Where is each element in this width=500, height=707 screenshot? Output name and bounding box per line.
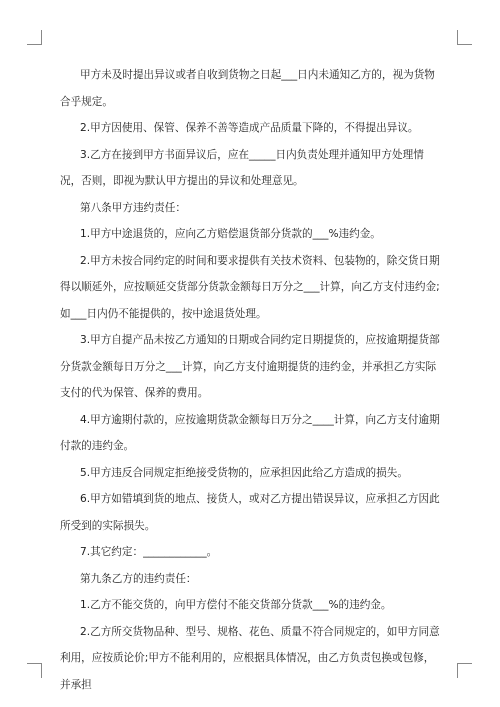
paragraph-non-delivery-penalty: 1.乙方不能交货的，向甲方偿付不能交货部分货款___%的违约金。	[80, 599, 392, 611]
paragraph-nonconforming-goods: 2.乙方所交货物品种、型号、规格、花色、质量不符合同规定的，如甲方同意利用，应按质论价;甲方不能利用的，应根据具体情况，由乙方负责包换或包修，并承担	[60, 625, 440, 691]
paragraph-wrong-address-loss: 6.甲方如错填到货的地点、接货人，或对乙方提出错误异议，应承担乙方因此所受到的实际损失。	[60, 493, 440, 532]
crop-mark-bottom-right	[457, 663, 472, 678]
paragraph-other-terms: 7.其它约定：____________。	[80, 546, 218, 558]
paragraph-refusal-loss: 5.甲方违反合同规定拒绝接受货物的，应承担因此给乙方造成的损失。	[80, 466, 408, 479]
paragraph-technical-data-penalty: 2.甲方未按合同约定的时间和要求提供有关技术资料、包装物的，除交货日期得以顺延外，应按顺延交货部分货款金额每日万分之___计算，向乙方支付违约金;如___日内仍不能提供的，按中途退货处理。	[60, 254, 440, 320]
paragraph-return-penalty: 1.甲方中途退货的，应向乙方赔偿退货部分货款的___%违约金。	[80, 228, 381, 240]
crop-mark-top-left	[27, 30, 42, 45]
crop-mark-bottom-left	[27, 663, 42, 678]
crop-mark-top-right	[457, 30, 472, 45]
heading-article-9: 第九条乙方的违约责任：	[80, 572, 197, 585]
paragraph-late-payment-penalty: 4.甲方逾期付款的，应按逾期货款金额每日万分之____计算，向乙方支付逾期付款的违约金。	[60, 413, 440, 452]
paragraph-objection-deadline: 甲方未及时提出异议或者自收到货物之日起___日内未通知乙方的，视为货物合乎规定。	[60, 69, 435, 108]
document-body	[60, 62, 442, 698]
paragraph-misuse-no-objection: 2.甲方因使用、保管、保养不善等造成产品质量下降的，不得提出异议。	[80, 122, 419, 134]
paragraph-seller-handling: 3.乙方在接到甲方书面异议后，应在_____日内负责处理并通知甲方处理情况，否则，即视为默认甲方提出的异议和处理意见。	[60, 148, 424, 187]
paragraph-late-pickup-penalty: 3.甲方自提产品未按乙方通知的日期或合同约定日期提货的，应按逾期提货部分货款金额每日万分之___计算，向乙方支付逾期提货的违约金，并承担乙方实际支付的代为保管、保养的费用。	[60, 334, 440, 399]
heading-article-8: 第八条甲方违约责任：	[80, 201, 186, 214]
